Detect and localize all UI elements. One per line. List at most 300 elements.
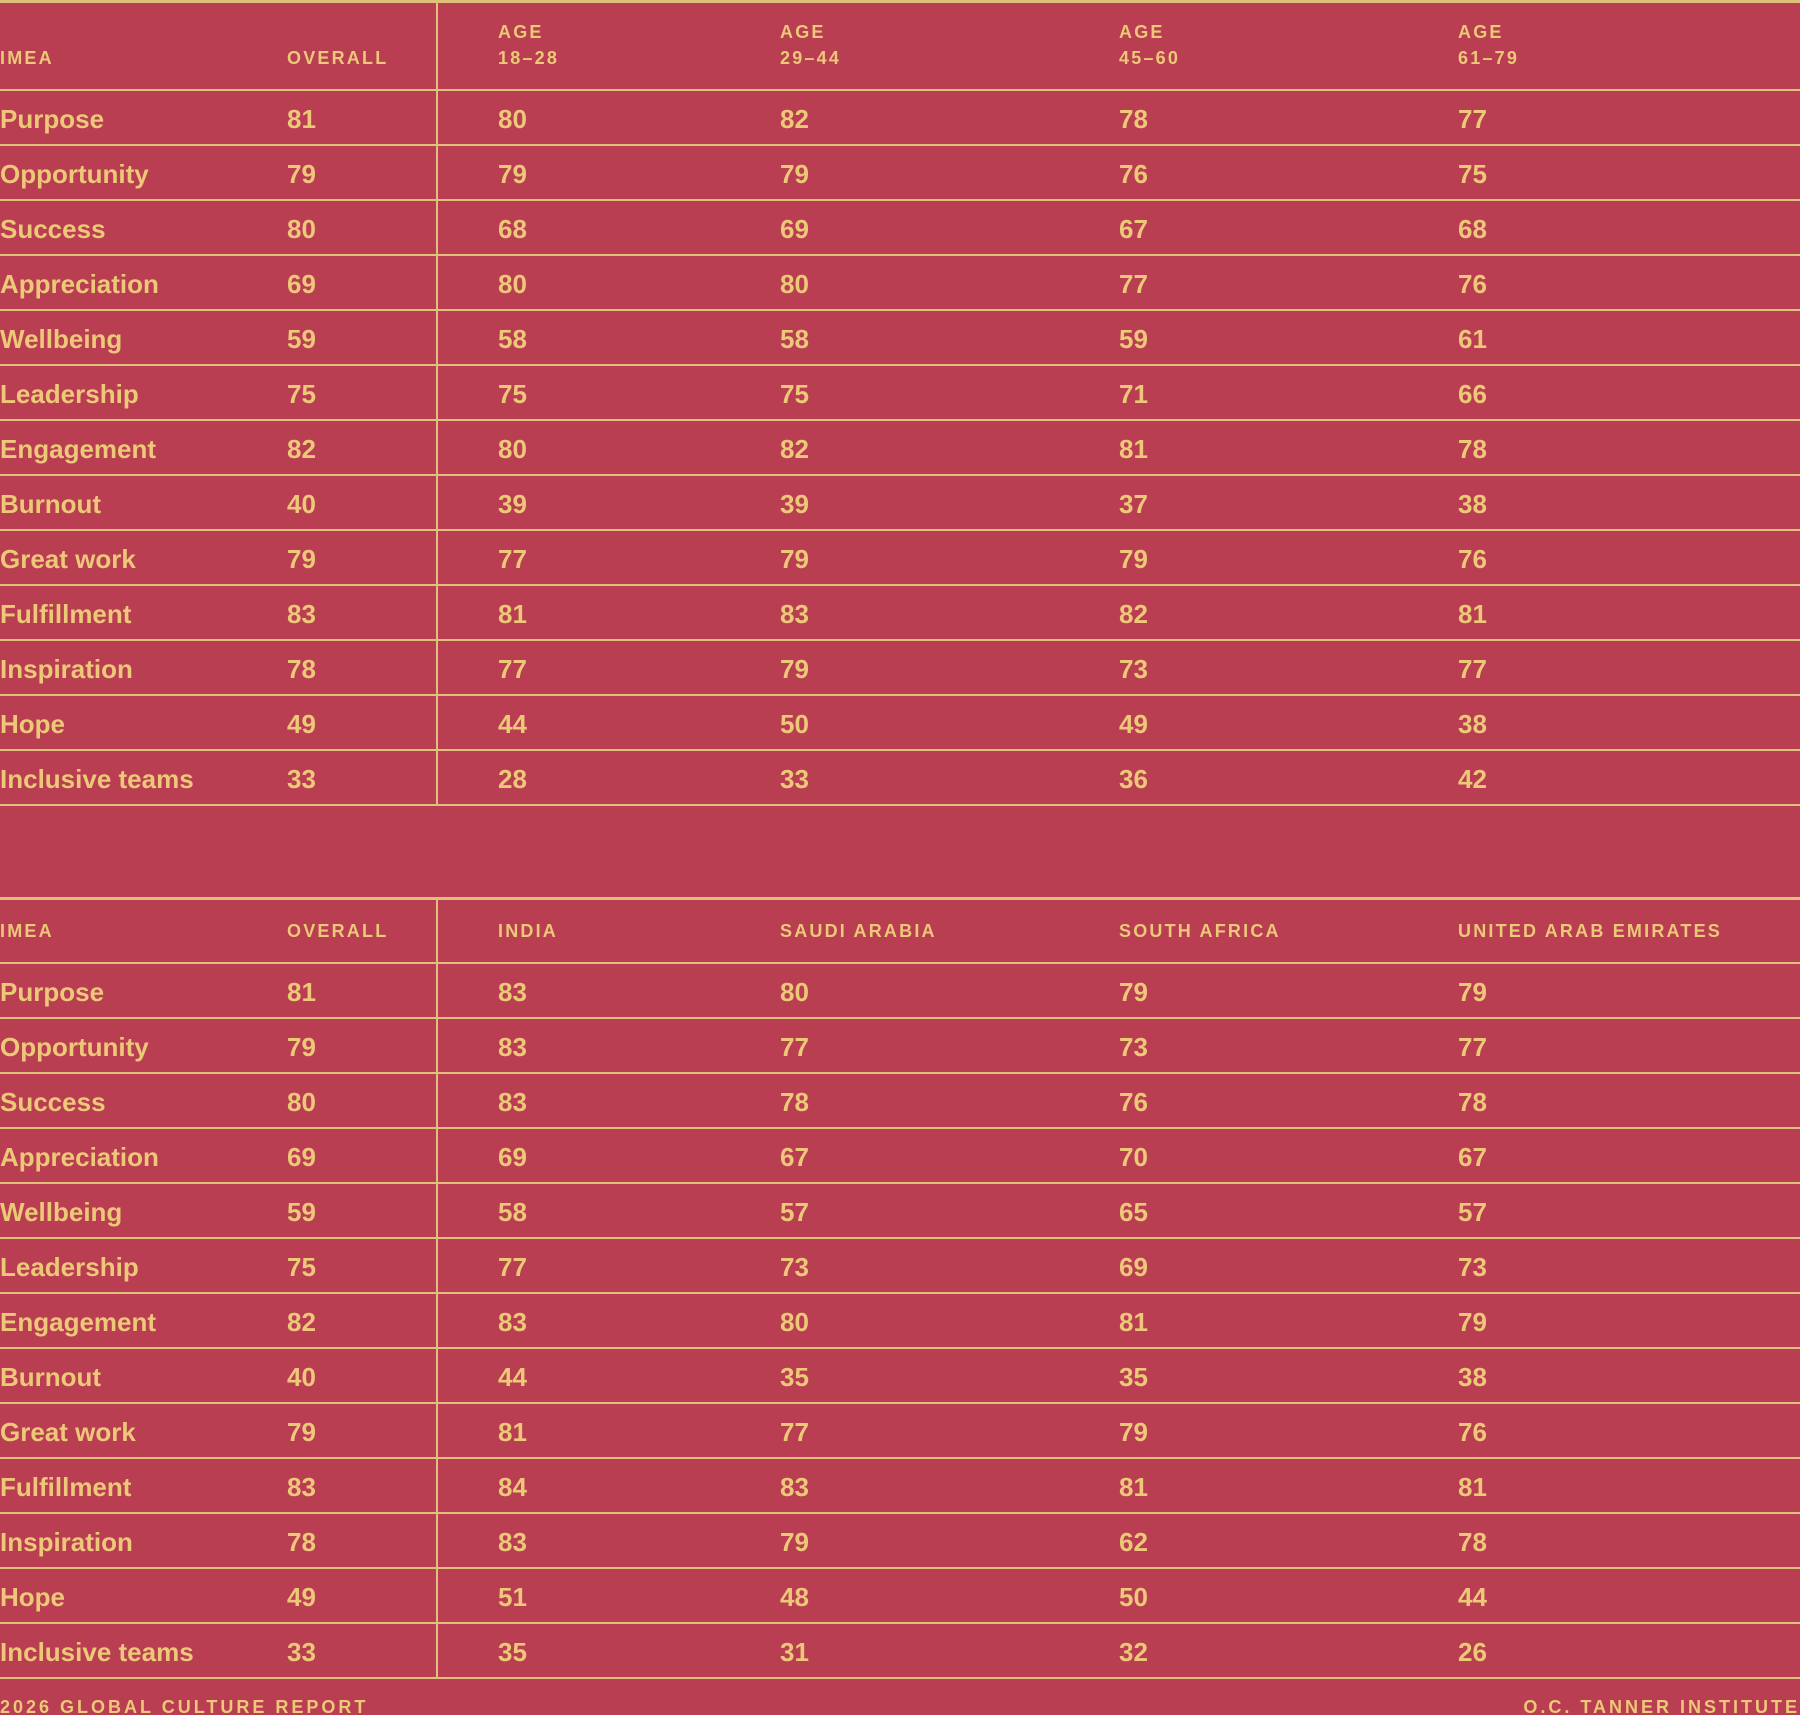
row-label: Success xyxy=(0,1087,106,1117)
value-cell xyxy=(1397,1129,1800,1182)
value-cell xyxy=(1058,1404,1397,1457)
cell-value: 77 xyxy=(780,1032,809,1062)
value-cell xyxy=(287,696,438,749)
cell-value: 75 xyxy=(287,379,316,409)
value-cell xyxy=(438,1294,719,1347)
table-row xyxy=(0,1349,1800,1404)
value-cell xyxy=(438,1074,719,1127)
cell-value: 62 xyxy=(1119,1527,1148,1557)
cell-value: 69 xyxy=(780,214,809,244)
cell-value: 58 xyxy=(498,324,527,354)
row-label-cell xyxy=(0,964,287,1017)
cell-value: 78 xyxy=(1458,434,1487,464)
cell-value: 38 xyxy=(1458,489,1487,519)
value-cell xyxy=(1397,256,1800,309)
column-header xyxy=(1397,3,1800,89)
row-label-cell xyxy=(0,91,287,144)
table-row xyxy=(0,146,1800,201)
cell-value: 79 xyxy=(1119,1417,1148,1447)
table-row xyxy=(0,696,1800,751)
row-label: Wellbeing xyxy=(0,1197,123,1227)
value-cell xyxy=(1397,1624,1800,1677)
value-cell xyxy=(438,1459,719,1512)
row-label: Inclusive teams xyxy=(0,1637,194,1667)
value-cell xyxy=(287,964,438,1017)
cell-value: 83 xyxy=(498,1032,527,1062)
cell-value: 81 xyxy=(498,599,527,629)
cell-value: 83 xyxy=(780,1472,809,1502)
value-cell xyxy=(1058,751,1397,804)
cell-value: 82 xyxy=(1119,599,1148,629)
table-header-row xyxy=(0,900,1800,964)
value-cell xyxy=(1397,1459,1800,1512)
row-label: Engagement xyxy=(0,434,157,464)
value-cell xyxy=(1058,1514,1397,1567)
cell-value: 39 xyxy=(780,489,809,519)
cell-value: 44 xyxy=(498,709,527,739)
table-row xyxy=(0,476,1800,531)
cell-value: 37 xyxy=(1119,489,1148,519)
publisher-name: O.C. TANNER INSTITUTE xyxy=(1523,1697,1800,1715)
table-row xyxy=(0,366,1800,421)
cell-value: 81 xyxy=(1119,434,1148,464)
value-cell xyxy=(438,751,719,804)
row-label: Hope xyxy=(0,709,65,739)
age-breakdown-table xyxy=(0,0,1800,806)
column-header-text: AGE xyxy=(1458,22,1504,42)
value-cell xyxy=(287,1239,438,1292)
row-label: Fulfillment xyxy=(0,599,132,629)
value-cell xyxy=(287,1184,438,1237)
row-label: Burnout xyxy=(0,1362,102,1392)
cell-value: 76 xyxy=(1458,1417,1487,1447)
value-cell xyxy=(1058,1184,1397,1237)
value-cell xyxy=(287,1569,438,1622)
value-cell xyxy=(719,1184,1058,1237)
value-cell xyxy=(1058,476,1397,529)
cell-value: 26 xyxy=(1458,1637,1487,1667)
value-cell xyxy=(719,201,1058,254)
cell-value: 78 xyxy=(1458,1527,1487,1557)
cell-value: 33 xyxy=(287,764,316,794)
value-cell xyxy=(438,1019,719,1072)
row-label-cell xyxy=(0,1349,287,1402)
value-cell xyxy=(1397,1184,1800,1237)
report-title: 2026 GLOBAL CULTURE REPORT xyxy=(0,1697,369,1715)
table-row xyxy=(0,1129,1800,1184)
value-cell xyxy=(719,641,1058,694)
value-cell xyxy=(719,1294,1058,1347)
cell-value: 49 xyxy=(287,1582,316,1612)
value-cell xyxy=(438,256,719,309)
cell-value: 33 xyxy=(287,1637,316,1667)
value-cell xyxy=(438,531,719,584)
cell-value: 80 xyxy=(780,1307,809,1337)
row-label-cell xyxy=(0,1404,287,1457)
value-cell xyxy=(287,1349,438,1402)
cell-value: 82 xyxy=(780,434,809,464)
value-cell xyxy=(1397,1514,1800,1567)
cell-value: 49 xyxy=(287,709,316,739)
value-cell xyxy=(719,91,1058,144)
cell-value: 76 xyxy=(1119,159,1148,189)
cell-value: 67 xyxy=(1119,214,1148,244)
cell-value: 35 xyxy=(780,1362,809,1392)
cell-value: 83 xyxy=(780,599,809,629)
value-cell xyxy=(1058,1459,1397,1512)
cell-value: 76 xyxy=(1458,544,1487,574)
cell-value: 69 xyxy=(1119,1252,1148,1282)
cell-value: 50 xyxy=(1119,1582,1148,1612)
value-cell xyxy=(1058,1294,1397,1347)
value-cell xyxy=(1058,1349,1397,1402)
cell-value: 80 xyxy=(498,104,527,134)
cell-value: 68 xyxy=(498,214,527,244)
value-cell xyxy=(1058,91,1397,144)
row-label-cell xyxy=(0,1184,287,1237)
value-cell xyxy=(719,1404,1058,1457)
cell-value: 83 xyxy=(498,977,527,1007)
value-cell xyxy=(1058,641,1397,694)
row-label-cell xyxy=(0,1624,287,1677)
cell-value: 81 xyxy=(1119,1307,1148,1337)
value-cell xyxy=(719,311,1058,364)
value-cell xyxy=(438,641,719,694)
cell-value: 36 xyxy=(1119,764,1148,794)
cell-value: 79 xyxy=(498,159,527,189)
row-label: Great work xyxy=(0,544,136,574)
cell-value: 73 xyxy=(1119,654,1148,684)
value-cell xyxy=(287,1019,438,1072)
cell-value: 49 xyxy=(1119,709,1148,739)
row-label: Inclusive teams xyxy=(0,764,194,794)
row-label: Great work xyxy=(0,1417,136,1447)
value-cell xyxy=(1058,531,1397,584)
cell-value: 83 xyxy=(287,599,316,629)
cell-value: 39 xyxy=(498,489,527,519)
cell-value: 79 xyxy=(287,159,316,189)
column-header xyxy=(1058,900,1397,962)
column-header xyxy=(287,900,438,962)
value-cell xyxy=(438,1349,719,1402)
cell-value: 33 xyxy=(780,764,809,794)
cell-value: 73 xyxy=(780,1252,809,1282)
column-header-text: 45–60 xyxy=(1119,48,1181,68)
cell-value: 77 xyxy=(1458,654,1487,684)
cell-value: 77 xyxy=(1119,269,1148,299)
cell-value: 44 xyxy=(498,1362,527,1392)
cell-value: 65 xyxy=(1119,1197,1148,1227)
value-cell xyxy=(1397,311,1800,364)
cell-value: 71 xyxy=(1119,379,1148,409)
table-row xyxy=(0,421,1800,476)
value-cell xyxy=(438,476,719,529)
value-cell xyxy=(719,1349,1058,1402)
value-cell xyxy=(287,586,438,639)
cell-value: 31 xyxy=(780,1637,809,1667)
cell-value: 59 xyxy=(287,1197,316,1227)
table-row xyxy=(0,1074,1800,1129)
value-cell xyxy=(438,421,719,474)
row-label: Inspiration xyxy=(0,654,133,684)
cell-value: 80 xyxy=(498,269,527,299)
value-cell xyxy=(719,586,1058,639)
value-cell xyxy=(719,1459,1058,1512)
table-row xyxy=(0,311,1800,366)
value-cell xyxy=(1397,91,1800,144)
cell-value: 77 xyxy=(780,1417,809,1447)
value-cell xyxy=(719,1624,1058,1677)
value-cell xyxy=(1058,1239,1397,1292)
cell-value: 38 xyxy=(1458,1362,1487,1392)
value-cell xyxy=(287,1459,438,1512)
value-cell xyxy=(287,751,438,804)
cell-value: 35 xyxy=(1119,1362,1148,1392)
value-cell xyxy=(1397,476,1800,529)
table-row xyxy=(0,1624,1800,1679)
cell-value: 81 xyxy=(1119,1472,1148,1502)
table-row xyxy=(0,1294,1800,1349)
cell-value: 67 xyxy=(1458,1142,1487,1172)
column-header-text: AGE xyxy=(1119,22,1165,42)
value-cell xyxy=(438,91,719,144)
cell-value: 75 xyxy=(780,379,809,409)
table-row xyxy=(0,256,1800,311)
value-cell xyxy=(1058,256,1397,309)
table-row xyxy=(0,91,1800,146)
row-label: Opportunity xyxy=(0,1032,149,1062)
column-header-text: SAUDI ARABIA xyxy=(780,921,937,941)
column-header-text: 29–44 xyxy=(780,48,842,68)
cell-value: 77 xyxy=(498,1252,527,1282)
column-header xyxy=(438,900,719,962)
row-label-cell xyxy=(0,1129,287,1182)
cell-value: 48 xyxy=(780,1582,809,1612)
row-label: Leadership xyxy=(0,1252,139,1282)
value-cell xyxy=(438,1514,719,1567)
value-cell xyxy=(719,1569,1058,1622)
value-cell xyxy=(1397,531,1800,584)
value-cell xyxy=(1397,586,1800,639)
value-cell xyxy=(1397,696,1800,749)
value-cell xyxy=(719,964,1058,1017)
cell-value: 78 xyxy=(1119,104,1148,134)
cell-value: 57 xyxy=(780,1197,809,1227)
table-row xyxy=(0,1569,1800,1624)
cell-value: 77 xyxy=(1458,104,1487,134)
cell-value: 79 xyxy=(780,544,809,574)
cell-value: 57 xyxy=(1458,1197,1487,1227)
row-label-cell xyxy=(0,531,287,584)
cell-value: 68 xyxy=(1458,214,1487,244)
cell-value: 79 xyxy=(287,544,316,574)
value-cell xyxy=(438,1404,719,1457)
cell-value: 32 xyxy=(1119,1637,1148,1667)
value-cell xyxy=(287,146,438,199)
row-label-cell xyxy=(0,201,287,254)
value-cell xyxy=(1397,146,1800,199)
cell-value: 78 xyxy=(287,654,316,684)
row-label: Purpose xyxy=(0,104,105,134)
value-cell xyxy=(1058,586,1397,639)
cell-value: 79 xyxy=(1119,544,1148,574)
row-label: Fulfillment xyxy=(0,1472,132,1502)
row-label: Appreciation xyxy=(0,269,159,299)
value-cell xyxy=(719,1239,1058,1292)
cell-value: 79 xyxy=(287,1417,316,1447)
value-cell xyxy=(1397,421,1800,474)
cell-value: 50 xyxy=(780,709,809,739)
value-cell xyxy=(1058,1074,1397,1127)
value-cell xyxy=(719,146,1058,199)
table-row xyxy=(0,1239,1800,1294)
value-cell xyxy=(438,1569,719,1622)
row-label: Wellbeing xyxy=(0,324,123,354)
value-cell xyxy=(1058,311,1397,364)
column-header-text: SOUTH AFRICA xyxy=(1119,921,1281,941)
cell-value: 75 xyxy=(1458,159,1487,189)
row-label: Opportunity xyxy=(0,159,149,189)
row-label-cell xyxy=(0,476,287,529)
cell-value: 79 xyxy=(1458,977,1487,1007)
value-cell xyxy=(1058,421,1397,474)
table-body xyxy=(0,964,1800,1679)
cell-value: 75 xyxy=(498,379,527,409)
page-footer xyxy=(0,1693,1800,1715)
row-label: Inspiration xyxy=(0,1527,133,1557)
table-row xyxy=(0,531,1800,586)
value-cell xyxy=(287,1074,438,1127)
cell-value: 59 xyxy=(287,324,316,354)
cell-value: 38 xyxy=(1458,709,1487,739)
row-label-cell xyxy=(0,366,287,419)
value-cell xyxy=(438,586,719,639)
cell-value: 83 xyxy=(287,1472,316,1502)
row-label-cell xyxy=(0,146,287,199)
cell-value: 79 xyxy=(1458,1307,1487,1337)
cell-value: 73 xyxy=(1119,1032,1148,1062)
value-cell xyxy=(438,1129,719,1182)
cell-value: 58 xyxy=(780,324,809,354)
value-cell xyxy=(287,366,438,419)
cell-value: 79 xyxy=(780,1527,809,1557)
value-cell xyxy=(438,964,719,1017)
row-label: Success xyxy=(0,214,106,244)
column-header-text: AGE xyxy=(780,22,826,42)
value-cell xyxy=(287,641,438,694)
table-row xyxy=(0,1404,1800,1459)
value-cell xyxy=(438,696,719,749)
column-header-text: OVERALL xyxy=(287,48,389,68)
column-header-text: OVERALL xyxy=(287,921,389,941)
value-cell xyxy=(719,1074,1058,1127)
value-cell xyxy=(438,201,719,254)
cell-value: 79 xyxy=(780,654,809,684)
cell-value: 35 xyxy=(498,1637,527,1667)
value-cell xyxy=(1058,1624,1397,1677)
cell-value: 81 xyxy=(1458,1472,1487,1502)
row-label: Appreciation xyxy=(0,1142,159,1172)
row-label-cell xyxy=(0,1459,287,1512)
value-cell xyxy=(287,476,438,529)
column-header xyxy=(0,3,287,89)
value-cell xyxy=(1397,751,1800,804)
column-header xyxy=(719,900,1058,962)
cell-value: 78 xyxy=(780,1087,809,1117)
value-cell xyxy=(1397,1349,1800,1402)
cell-value: 82 xyxy=(287,1307,316,1337)
value-cell xyxy=(1397,1569,1800,1622)
value-cell xyxy=(438,1184,719,1237)
table-header-row xyxy=(0,3,1800,91)
cell-value: 40 xyxy=(287,489,316,519)
table-row xyxy=(0,586,1800,641)
row-label-cell xyxy=(0,1569,287,1622)
value-cell xyxy=(719,256,1058,309)
table-row xyxy=(0,751,1800,806)
value-cell xyxy=(287,421,438,474)
value-cell xyxy=(1397,964,1800,1017)
cell-value: 79 xyxy=(780,159,809,189)
cell-value: 79 xyxy=(1119,977,1148,1007)
cell-value: 81 xyxy=(498,1417,527,1447)
row-label: Purpose xyxy=(0,977,105,1007)
cell-value: 77 xyxy=(1458,1032,1487,1062)
row-label-cell xyxy=(0,421,287,474)
row-label-cell xyxy=(0,1239,287,1292)
value-cell xyxy=(719,751,1058,804)
column-header-text: INDIA xyxy=(498,921,558,941)
cell-value: 51 xyxy=(498,1582,527,1612)
column-header-text: 61–79 xyxy=(1458,48,1520,68)
value-cell xyxy=(287,91,438,144)
cell-value: 70 xyxy=(1119,1142,1148,1172)
value-cell xyxy=(287,1129,438,1182)
cell-value: 80 xyxy=(287,214,316,244)
row-label-cell xyxy=(0,1514,287,1567)
table-row xyxy=(0,1459,1800,1514)
value-cell xyxy=(287,201,438,254)
value-cell xyxy=(438,146,719,199)
row-label-cell xyxy=(0,586,287,639)
cell-value: 81 xyxy=(287,977,316,1007)
cell-value: 79 xyxy=(287,1032,316,1062)
table-row xyxy=(0,641,1800,696)
value-cell xyxy=(1397,1074,1800,1127)
cell-value: 28 xyxy=(498,764,527,794)
column-header xyxy=(438,3,719,89)
row-label-cell xyxy=(0,751,287,804)
cell-value: 80 xyxy=(780,269,809,299)
cell-value: 78 xyxy=(287,1527,316,1557)
value-cell xyxy=(719,1129,1058,1182)
value-cell xyxy=(438,366,719,419)
value-cell xyxy=(287,531,438,584)
cell-value: 59 xyxy=(1119,324,1148,354)
table-row xyxy=(0,1184,1800,1239)
value-cell xyxy=(1397,1404,1800,1457)
value-cell xyxy=(1397,1239,1800,1292)
cell-value: 61 xyxy=(1458,324,1487,354)
value-cell xyxy=(287,311,438,364)
value-cell xyxy=(1058,696,1397,749)
value-cell xyxy=(1397,641,1800,694)
value-cell xyxy=(438,1239,719,1292)
cell-value: 58 xyxy=(498,1197,527,1227)
value-cell xyxy=(719,476,1058,529)
cell-value: 69 xyxy=(287,1142,316,1172)
value-cell xyxy=(1397,1019,1800,1072)
